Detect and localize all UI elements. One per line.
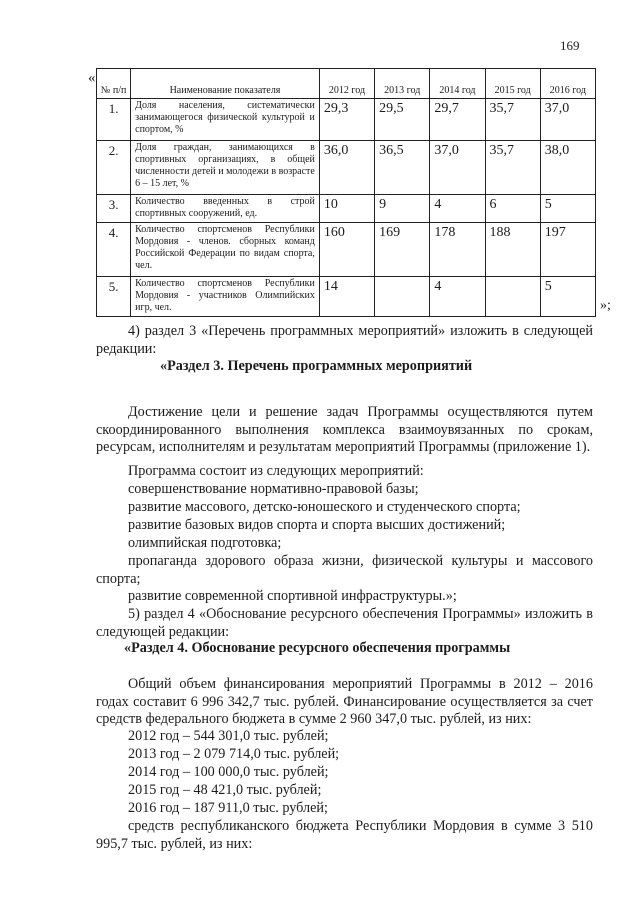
list-item: олимпийская подготовка;	[128, 535, 282, 551]
row-number: 3.	[97, 195, 131, 223]
value-cell: 178	[430, 223, 485, 277]
value-cell: 36,0	[319, 141, 374, 195]
value-cell: 10	[319, 195, 374, 223]
value-cell: 14	[319, 277, 374, 317]
row-number: 4.	[97, 223, 131, 277]
row-number: 2.	[97, 141, 131, 195]
header-year: 2016 год	[540, 69, 595, 99]
header-year: 2012 год	[319, 69, 374, 99]
page-number: 169	[560, 38, 580, 53]
value-cell: 38,0	[540, 141, 595, 195]
indicator-name: Количество спортсменов Республики Мордовия - членов. сборных команд Российской Федерации по видам спорта, чел.	[131, 223, 320, 277]
value-cell: 29,7	[430, 99, 485, 141]
value-cell: 37,0	[540, 99, 595, 141]
opening-quote: «	[88, 70, 96, 86]
row-number: 5.	[97, 277, 131, 317]
indicator-name: Количество спортсменов Республики Мордовия - участников Олимпийских игр, чел.	[131, 277, 320, 317]
value-cell: 197	[540, 223, 595, 277]
value-cell: 169	[375, 223, 430, 277]
value-cell: 35,7	[485, 141, 540, 195]
indicator-name: Количество введенных в строй спортивных сооружений, ед.	[131, 195, 320, 223]
value-cell	[375, 277, 430, 317]
value-cell: 35,7	[485, 99, 540, 141]
section-4-heading: «Раздел 4. Обоснование ресурсного обеспечения программы	[124, 640, 511, 656]
paragraph-goals: Достижение цели и решение задач Программы осуществляются путем скоординированного выполнения комплекса взаимоувязанных по срокам, ресурсам, исполнителям и результатам мероприятий Программы (приложение 1).	[96, 404, 593, 455]
value-cell: 4	[430, 277, 485, 317]
table-row	[97, 99, 596, 141]
list-item: развитие массового, детско-юношеского и студенческого спорта;	[128, 499, 521, 515]
value-cell: 29,3	[319, 99, 374, 141]
value-cell: 5	[540, 195, 595, 223]
value-cell: 188	[485, 223, 540, 277]
indicator-name: Доля населения, систематически занимающегося физической культурой и спортом, %	[131, 99, 320, 141]
value-cell: 4	[430, 195, 485, 223]
row-number: 1.	[97, 99, 131, 141]
value-cell: 9	[375, 195, 430, 223]
paragraph-program-consists: Программа состоит из следующих мероприятий:	[128, 463, 424, 479]
indicators-table	[96, 68, 596, 317]
paragraph-financing: Общий объем финансирования мероприятий Программы в 2012 – 2016 годах составит 6 996 342,7 тыс. рублей. Финансирование осуществляется за счет средств федерального бюджета в сумме 2 960 347,0 тыс. рублей, из них:	[96, 676, 593, 727]
funding-year-2014: 2014 год – 100 000,0 тыс. рублей;	[128, 764, 329, 780]
header-year: 2014 год	[430, 69, 485, 99]
header-number: № п/п	[97, 69, 131, 99]
funding-year-2016: 2016 год – 187 911,0 тыс. рублей;	[128, 800, 328, 816]
header-name: Наименование показателя	[131, 69, 320, 99]
list-item: пропаганда здорового образа жизни, физической культуры и массового спорта;	[96, 553, 593, 587]
paragraph-republican-budget: средств республиканского бюджета Республики Мордовия в сумме 3 510 995,7 тыс. рублей, из них:	[96, 818, 593, 852]
table-row	[97, 195, 596, 223]
value-cell: 36,5	[375, 141, 430, 195]
amendment-item-4: 4) раздел 3 «Перечень программных мероприятий» изложить в следующей редакции:	[96, 323, 593, 357]
funding-year-2015: 2015 год – 48 421,0 тыс. рублей;	[128, 782, 322, 798]
indicator-name: Доля граждан, занимающихся в спортивных организациях, в общей численности детей и молодежи в возрасте 6 – 15 лет, %	[131, 141, 320, 195]
section-3-heading: «Раздел 3. Перечень программных мероприятий	[160, 358, 473, 374]
header-year: 2013 год	[375, 69, 430, 99]
value-cell: 37,0	[430, 141, 485, 195]
list-item: развитие современной спортивной инфраструктуры.»;	[128, 588, 457, 604]
value-cell: 5	[540, 277, 595, 317]
value-cell: 160	[319, 223, 374, 277]
list-item: развитие базовых видов спорта и спорта высших достижений;	[128, 517, 506, 533]
amendment-item-5: 5) раздел 4 «Обоснование ресурсного обеспечения Программы» изложить в следующей редакции:	[96, 606, 593, 640]
header-year: 2015 год	[485, 69, 540, 99]
funding-year-2013: 2013 год – 2 079 714,0 тыс. рублей;	[128, 746, 340, 762]
funding-year-2012: 2012 год – 544 301,0 тыс. рублей;	[128, 728, 329, 744]
list-item: совершенствование нормативно-правовой базы;	[128, 481, 419, 497]
table-row	[97, 277, 596, 317]
table-row	[97, 223, 596, 277]
value-cell	[485, 277, 540, 317]
table-row	[97, 141, 596, 195]
value-cell: 6	[485, 195, 540, 223]
closing-quote: »;	[600, 298, 611, 313]
value-cell: 29,5	[375, 99, 430, 141]
table-header	[97, 69, 596, 99]
